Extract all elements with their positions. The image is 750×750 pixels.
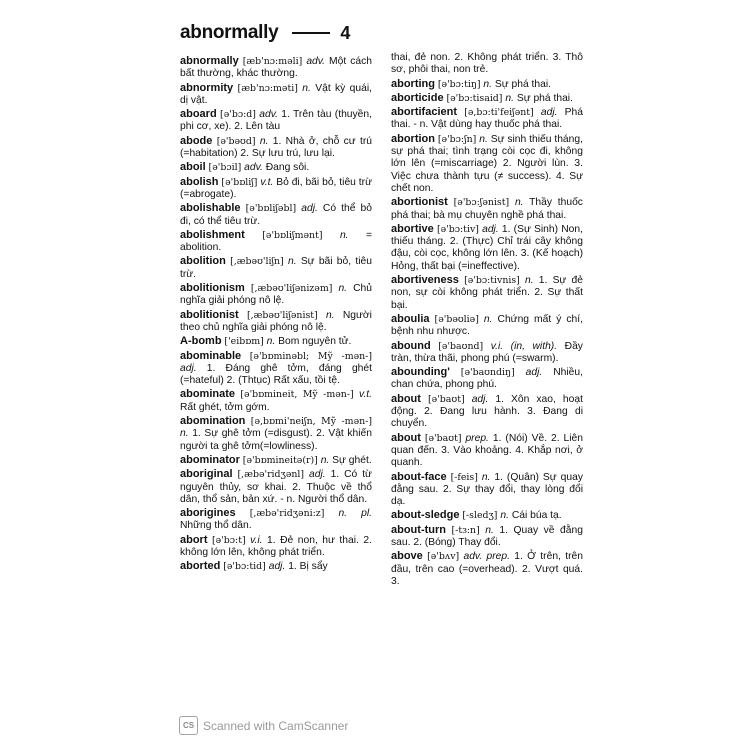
page-number: 4 [340,22,351,43]
dictionary-entry [180,388,372,414]
dictionary-entry [391,393,583,431]
entry-definition: Sự sinh thiếu tháng, sự phá thai; tình trạng còi cọc đi, không lớn lên (=miscarriage) 2. Người lùn. 3. Việc chưa thành tựu (≠ success). 4. Sự chết non. [391,133,583,194]
entry-pronunciation: [æb'nɔ:məti] [237,82,298,94]
entry-part-of-speech: adj. [180,362,197,374]
entry-definition: Chủ nghĩa giải phóng nô lệ. [180,283,372,307]
entry-pronunciation: [ə'baʊnd] [438,340,484,352]
entry-headword: abolishment [180,228,245,241]
entry-pronunciation: [ə'bɒliʃ] [221,176,258,188]
dictionary-entry [180,282,372,308]
entry-pronunciation: [,æbəʊ'liʃənizəm] [250,283,333,295]
dictionary-entry [391,133,583,195]
entry-definition: Sự phá thai. [516,92,573,104]
entry-headword: abominate [180,388,236,401]
entry-definition: Đang sôi. [265,162,310,174]
dictionary-entry [391,274,583,312]
entry-part-of-speech: adv. [259,109,278,121]
entry-headword: A-bomb [180,335,222,348]
entry-definition: thai, đẻ non. 2. Không phát triển. 3. Thô sơ, phôi thai, non trẻ. [391,52,583,76]
entry-headword: abolishable [180,202,241,215]
entry-part-of-speech: adv. [306,56,326,67]
entry-pronunciation: [ə,bɔ:ti'feiʃənt] [464,107,534,119]
entry-definition: Chứng mất ý chí, bệnh nhu nhược. [391,313,583,338]
entry-definition: 1. Nhà ở, chỗ cư trú (=habitation) 2. Sự lưu trú, lưu lại. [180,135,372,160]
dictionary-entry [391,313,583,339]
dictionary-entry [391,550,583,588]
entry-pronunciation: [ə'bɔ:ʃənist] [453,197,510,209]
entry-part-of-speech: n. [481,471,491,483]
entry-definition: Sự bãi bỏ, tiêu trừ. [180,256,372,280]
entry-definition: 1. Ở trên, trên đầu, trên cao (=overhead). 2. Vượt quá. 3. [391,551,583,587]
camscanner-logo-icon: CS [179,716,198,735]
scanner-watermark [179,716,348,735]
entry-definition: Cái búa tạ. [511,510,562,522]
dictionary-entry [180,176,372,202]
entry-pronunciation: [ə'baʊt] [424,432,462,444]
header-dash [292,32,330,34]
entry-pronunciation: [ə'bɔ:tid] [223,561,266,573]
entry-headword: aborticide [391,91,444,104]
entry-headword: abortionist [391,196,448,209]
entry-pronunciation: [ə'bɔ:tisaid] [446,92,503,104]
entry-pronunciation: [ə'bɒliʃəbl] [245,203,297,215]
entry-part-of-speech: n. [302,82,311,94]
header-guide-word: abnormally [180,22,279,43]
entry-part-of-speech: adj. [525,367,543,379]
entry-definition: Bom nguyên tử. [278,336,352,348]
entry-headword: about [391,392,421,405]
entry-definition: = abolition. [180,229,372,254]
dictionary-entry [180,454,372,467]
entry-pronunciation: [,æbəʊ'liʃənist] [246,309,318,321]
entry-headword: abounding' [391,366,450,379]
entry-part-of-speech: n. [287,256,297,268]
entry-headword: abolition [180,255,226,268]
entry-definition: Rất ghét, tởm gớm. [180,401,270,413]
entry-part-of-speech: adj. [471,393,489,405]
entry-pronunciation: [ə'bʌv] [427,551,460,563]
entry-part-of-speech: adj. [540,107,558,119]
entry-headword: aboil [180,161,206,174]
entry-part-of-speech: n. [525,275,534,287]
entry-part-of-speech: n. [326,309,335,321]
entry-pronunciation: [ə'baʊndiŋ] [460,367,515,379]
entry-part-of-speech: adj. [309,469,326,481]
entry-definition: Thầy thuốc phá thai; bà mụ chuyên nghề phá thai. [391,197,583,221]
entry-definition: 1. Sự đẻ non, sự còi không phát triển. 2. Sự thất bại. [391,275,583,311]
entry-part-of-speech: v.i. (in, with). [490,340,558,352]
entry-headword: abominator [180,453,240,466]
dictionary-entry [391,223,583,273]
entry-definition: Đầy tràn, thừa thãi, phong phú (=swarm). [391,340,583,364]
dictionary-entry [180,534,372,560]
entry-definition: 1. Xôn xao, hoạt động. 2. Đang lưu hành. 3. Đang di chuyển. [391,393,583,430]
entry-pronunciation: [ə'bɒliʃmənt] [262,229,323,241]
dictionary-entry [180,415,372,453]
entry-pronunciation: ['eibɒm] [224,336,264,348]
entry-part-of-speech: n. [485,524,494,536]
entry-part-of-speech: n. [500,510,509,522]
entry-pronunciation: [ə'bɔil] [208,162,242,174]
entry-pronunciation: [ə'bəʊd] [216,135,256,147]
entry-part-of-speech: adv. [244,162,263,174]
entry-definition: 1. (Sự Sinh) Non, thiếu tháng. 2. (Thực) Chỉ trái cây không đậu, còi cọc, không lớn lên. 3. (Kế hoạch) Hỏng, thất bại (=ineffective). [391,223,583,272]
dictionary-entry [180,468,372,506]
entry-headword: abortifacient [391,106,458,119]
entry-part-of-speech: adj. [301,203,318,215]
dictionary-entry [180,82,372,108]
entry-headword: about [391,431,421,444]
entry-headword: abort [180,533,208,546]
dictionary-entry [391,196,583,222]
entry-part-of-speech: n. [483,78,492,90]
entry-part-of-speech: n. [266,336,276,348]
entry-part-of-speech: n. [483,313,493,325]
entry-pronunciation: [ə'bɔ:d] [220,109,256,121]
watermark-text: Scanned with CamScanner [203,718,349,733]
entry-headword: abominable [180,349,242,362]
entry-headword: abortiveness [391,274,459,287]
dictionary-entry [180,507,372,533]
entry-pronunciation: [-sledʒ] [462,510,498,522]
entry-part-of-speech: adj. [268,561,286,573]
entry-pronunciation: [,æbə'ridʒənl] [237,469,305,481]
entry-pronunciation: [ə'bɔ:ʃn] [437,133,477,145]
entry-pronunciation: [ə'bɒmineit, Mỹ -mən-] [240,389,354,401]
entry-headword: abolitionist [180,308,239,321]
entry-pronunciation: [-tɜ:n] [451,524,480,536]
entry-part-of-speech: n. [339,229,349,241]
entry-definition: 1. (Nói) Về. 2. Liên quan đến. 3. Vào khoảng. 4. Khắp nơi, ở quanh. [391,432,583,469]
entry-part-of-speech: n. [180,428,189,440]
entry-part-of-speech: v.t. [359,389,372,401]
entry-definition: 1. (Quân) Sự quay đằng sau. 2. Sự thay đổi, thay lòng đổi dạ. [391,471,583,508]
entry-headword: aborting [391,77,435,90]
dictionary-entry [180,108,372,134]
entry-pronunciation: [,æbə'ridʒəni:z] [249,508,325,520]
entry-part-of-speech: n. [514,197,524,209]
dictionary-entry [180,255,372,281]
entry-pronunciation: [ə,bɒmi'neiʃn, Mỹ -mən-] [250,416,372,428]
entry-headword: aboulia [391,312,430,325]
entry-headword: aboriginal [180,468,233,481]
dictionary-entry [391,524,583,550]
dictionary-entry [391,52,583,77]
entry-headword: about-sledge [391,509,460,522]
entry-pronunciation: [ə'bɔ:tiŋ] [437,78,481,90]
entry-definition: Một cách bất thường, khác thường. [180,56,372,80]
entry-definition: Nhiều, chan chứa, phong phú. [391,367,583,391]
entry-part-of-speech: v.t. [260,176,274,188]
left-column [180,55,372,575]
dictionary-entry [180,350,372,388]
entry-definition: 1. Có từ nguyên thủy, sơ khai. 2. Thuộc về thổ dân, thổ sản, bản xứ. - n. Người thổ dân. [180,469,372,505]
entry-definition: Bỏ đi, bãi bỏ, tiêu trừ (=abrogate). [180,176,372,200]
entry-definition: Người theo chủ nghĩa giải phóng nô lệ. [180,309,372,333]
entry-part-of-speech: adv. prep. [463,551,510,563]
entry-part-of-speech: v.i. [250,534,263,546]
entry-definition: Sự phá thai. [494,78,552,90]
entry-definition: Vật kỳ quái, dị vật. [180,82,372,106]
dictionary-entry [180,335,372,348]
entry-headword: abortion [391,132,435,145]
entry-pronunciation: [,æbəʊ'liʃn] [230,256,284,268]
dictionary-entry [391,471,583,509]
dictionary-entry [180,309,372,335]
dictionary-entry [391,509,583,522]
entry-definition: Có thể bỏ đi, có thể tiêu trừ. [180,203,372,227]
entry-definition: 1. Bị sẩy [288,561,328,573]
dictionary-entry [180,202,372,228]
entry-definition: 1. Đáng ghê tởm, đáng ghét (=hateful) 2. (Thtục) Rất xấu, tồi tệ. [180,362,372,387]
dictionary-entry [180,229,372,255]
entry-headword: abnormally [180,55,239,67]
entry-pronunciation: [ə'bɒmineitə(r)] [242,454,318,466]
entry-pronunciation: [ə'bɔ:t] [212,534,246,546]
entry-headword: about-face [391,470,447,483]
entry-headword: abode [180,134,213,147]
right-column [391,52,583,589]
entry-part-of-speech: n. [479,133,488,145]
entry-headword: aborigines [180,507,236,520]
entry-pronunciation: [ə'bɔ:tivnis] [464,275,520,287]
entry-headword: above [391,550,423,563]
entry-definition: 1. Đẻ non, hư thai. 2. không lớn lên, không phát triển. [180,534,372,558]
running-header [180,22,350,44]
dictionary-entry [180,560,372,573]
dictionary-entry [391,78,583,91]
dictionary-entry [180,135,372,161]
dictionary-entry [180,161,372,174]
entry-definition: Những thổ dân. [180,520,252,532]
entry-pronunciation: [ə'baʊt] [428,393,465,405]
entry-pronunciation: [ə'bɔ:tiv] [436,223,479,235]
entry-part-of-speech: n. [259,135,269,147]
entry-headword: abortive [391,222,434,235]
entry-headword: aborted [180,560,221,573]
entry-definition: 1. Quay về đằng sau. 2. (Bóng) Thay đổi. [391,524,583,548]
entry-definition: 1. Sự ghê tởm (=disgust). 2. Vật khiến người ta ghê tởm(=lowliness). [180,428,372,452]
dictionary-entry [391,366,583,392]
entry-headword: abolitionism [180,282,245,295]
entry-part-of-speech: n. pl. [338,508,372,520]
entry-part-of-speech: prep. [465,432,489,444]
entry-definition: 1. Trên tàu (thuyền, phi cơ, xe). 2. Lên tàu [180,109,372,133]
entry-part-of-speech: n. [320,454,330,466]
entry-pronunciation: [-feis] [450,471,478,483]
entry-definition: Sự ghét. [332,454,372,466]
entry-part-of-speech: adj. [482,223,499,235]
entry-headword: abolish [180,175,219,188]
entry-headword: abomination [180,415,246,428]
dictionary-entry [391,106,583,132]
entry-pronunciation: [æb'nɔ:məli] [242,56,303,67]
entry-headword: abound [391,339,431,352]
dictionary-entry [180,55,372,81]
entry-pronunciation: [ə'bəʊliə] [434,313,479,325]
entry-part-of-speech: n. [505,92,514,104]
entry-headword: aboard [180,108,217,121]
dictionary-entry [391,340,583,366]
entry-pronunciation: [ə'bɒminəbl; Mỹ -mən-] [249,350,372,362]
dictionary-entry [391,432,583,470]
entry-part-of-speech: n. [338,283,348,295]
dictionary-entry [391,92,583,105]
entry-headword: about-turn [391,523,446,536]
entry-definition: Phá thai. - n. Vật dùng hay thuốc phá thai. [391,107,583,131]
entry-headword: abnormity [180,81,234,94]
